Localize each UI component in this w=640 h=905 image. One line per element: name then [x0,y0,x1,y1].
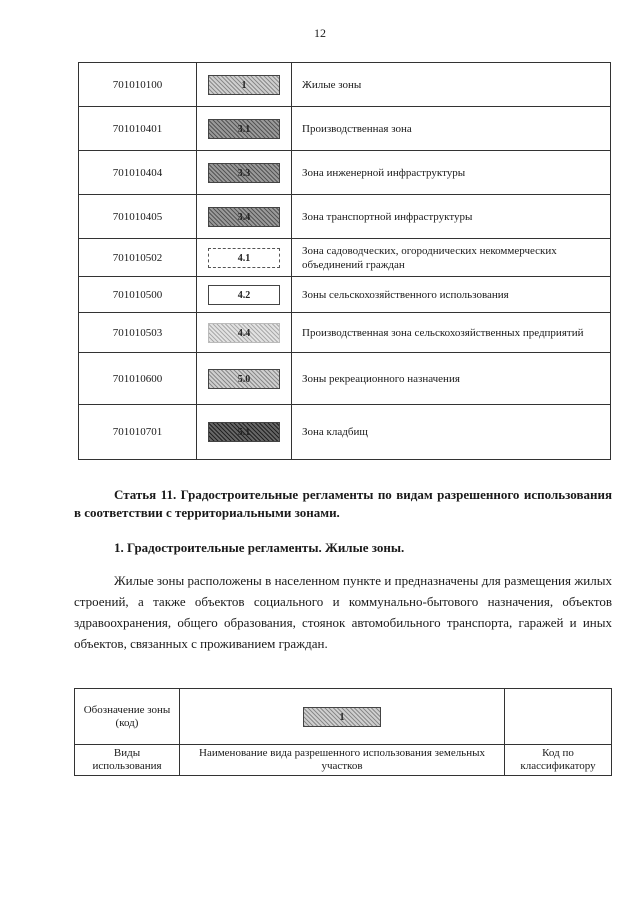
zone-symbol-cell [180,689,505,745]
zone-code: 701010503 [79,313,197,353]
zone-swatch: 1 [208,75,280,95]
page-number: 12 [314,26,326,40]
col-usage-types: Виды использования [75,745,180,776]
col-usage-name: Наименование вида разрешенного использования земельных участков [180,745,505,776]
zone-name: Зоны сельскохозяйственного использования [292,277,611,313]
zone-symbol-cell [197,195,292,239]
zone-swatch: 3.1 [208,119,280,139]
col-classifier-code: Код по классификатору [505,745,612,776]
zone-swatch: 5.0 [208,369,280,389]
zone-symbol-cell [197,107,292,151]
zone-code: 701010502 [79,239,197,277]
zone-name: Зона инженерной инфраструктуры [292,151,611,195]
zone-row [79,195,611,239]
zone-symbol-cell [197,313,292,353]
zone-code: 701010404 [79,151,197,195]
zone-name: Зоны рекреационного назначения [292,353,611,405]
zone-name: Зона кладбищ [292,405,611,460]
zone-symbol-cell [197,277,292,313]
zone-swatch: 4.2 [208,285,280,305]
usage-columns-row [75,745,612,776]
zone-symbol-cell [197,405,292,460]
zone-swatch: 5.1 [208,422,280,442]
zone-symbol-cell [197,353,292,405]
zone-row [79,107,611,151]
article-heading: Статья 11. Градостроительные регламенты по видам разрешенного использования в соответствии с территориальными зонами. [74,487,612,520]
zone-code: 701010500 [79,277,197,313]
section-heading: 1. Градостроительные регламенты. Жилые зоны. [114,540,405,555]
zone-code: 701010405 [79,195,197,239]
zone-code: 701010701 [79,405,197,460]
usage-header-row [75,689,612,745]
zone-code: 701010100 [79,63,197,107]
zone-row [79,353,611,405]
zone-swatch: 1 [303,707,381,727]
zone-swatch: 4.1 [208,248,280,268]
zone-name: Производственная зона сельскохозяйственных предприятий [292,313,611,353]
zone-swatch: 4.4 [208,323,280,343]
zone-name: Зона садоводческих, огороднических некоммерческих объединений граждан [292,239,611,277]
usage-table [74,688,612,776]
body-paragraph: Жилые зоны расположены в населенном пункте и предназначены для размещения жилых строений, а также объектов социального и коммунально-бытового назначения, объектов здравоохранения, общего образования, стоянок автомобильного транспорта, гаражей и иных объектов, связанных с проживанием граждан. [74,573,612,651]
zones-table [78,62,611,460]
zone-name: Зона транспортной инфраструктуры [292,195,611,239]
zone-row [79,277,611,313]
zone-symbol-cell [197,151,292,195]
zone-row [79,239,611,277]
zone-row [79,151,611,195]
zone-symbol-cell [197,239,292,277]
zone-row [79,63,611,107]
zone-name: Жилые зоны [292,63,611,107]
zone-name: Производственная зона [292,107,611,151]
zone-swatch: 3.3 [208,163,280,183]
zone-code: 701010401 [79,107,197,151]
zone-code: 701010600 [79,353,197,405]
zone-row [79,313,611,353]
zone-swatch: 3.4 [208,207,280,227]
zone-label-cell: Обозначение зоны (код) [75,689,180,745]
empty-cell [505,689,612,745]
zone-symbol-cell [197,63,292,107]
zone-row [79,405,611,460]
